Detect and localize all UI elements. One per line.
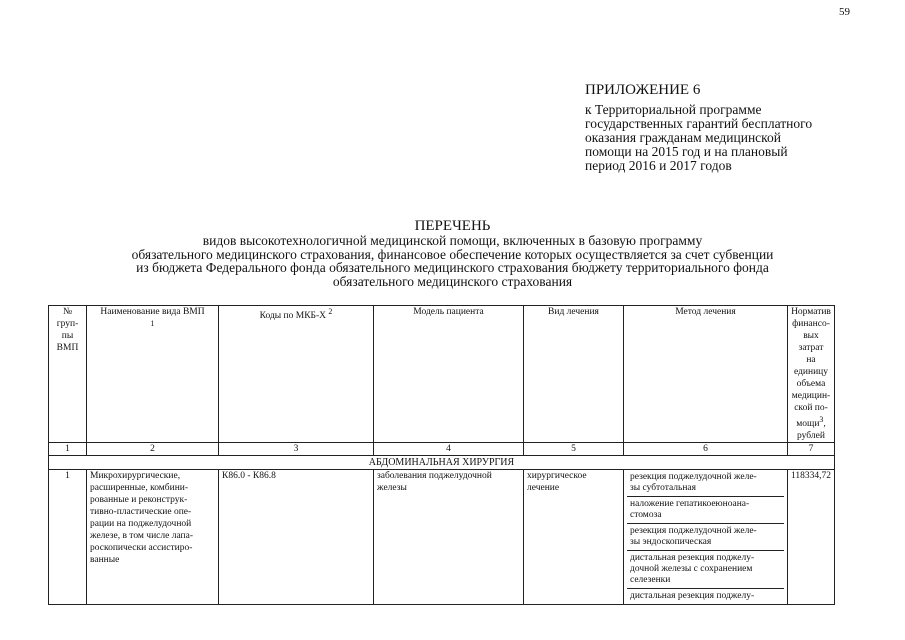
cell-line: хирургическое — [527, 471, 587, 482]
header-treatment-type: Вид лечения — [524, 306, 624, 443]
cell-line: ванные — [90, 555, 120, 566]
header-icd-codes — [219, 306, 374, 443]
section-title: АБДОМИНАЛЬНАЯ ХИРУРГИЯ — [49, 456, 835, 470]
treatment-type-cell — [524, 470, 624, 605]
header-normative-line: Норматив — [791, 307, 831, 317]
cell-line: лечение — [527, 483, 560, 494]
cell-line: железы — [377, 483, 407, 494]
treatment-method-cell — [624, 470, 788, 605]
column-number: 1 — [49, 443, 87, 456]
cell-line: заболевания поджелудочной — [377, 471, 492, 482]
appendix-line: период 2016 и 2017 годов — [585, 158, 732, 173]
document-subtitle-line: обязательного медицинского страхования — [332, 273, 573, 289]
appendix-title: ПРИЛОЖЕНИЕ 6 — [585, 82, 701, 98]
column-number: 3 — [219, 443, 374, 456]
footnote-marker: 3 — [819, 415, 824, 424]
column-number-row — [49, 443, 835, 456]
column-number: 5 — [524, 443, 624, 456]
column-number: 7 — [788, 443, 835, 456]
cell-line: расширенные, комбини- — [90, 483, 189, 494]
method-item: резекция поджелудочной желе- зы субтотальная — [627, 470, 784, 497]
cell-line: роскопически ассистиро- — [90, 543, 193, 554]
cell-line: рации на поджелудочной — [90, 519, 192, 530]
column-number: 6 — [624, 443, 788, 456]
header-normative-line: вых — [803, 331, 819, 341]
header-normative-line: объема — [796, 379, 826, 389]
header-normative-line: рублей — [797, 431, 825, 442]
header-treatment-method: Метод лечения — [624, 306, 788, 443]
normative-cell: 118334,72 — [788, 470, 835, 605]
document-subtitle-line: из бюджета Федерального фонда обязательного медицинского страхования бюджету территориального фонда — [136, 260, 769, 275]
column-number: 4 — [374, 443, 524, 456]
footnote-marker: 1 — [150, 319, 155, 328]
header-normative-line: ской по- — [794, 403, 828, 413]
header-normative — [788, 306, 835, 443]
header-vmp-name — [87, 306, 219, 443]
method-item: наложение гепатикоеюноана- стомоза — [627, 497, 784, 524]
document-title — [0, 218, 905, 288]
header-normative-line: на единицу — [793, 355, 828, 377]
method-item: дистальная резекция поджелу- — [630, 591, 755, 602]
section-row — [49, 456, 835, 470]
document-subtitle-line: видов высокотехнологичной медицинской помощи, включенных в базовую программу — [202, 233, 703, 248]
group-number-cell: 1 — [49, 470, 87, 605]
header-normative-line: мощи$^3$, — [796, 415, 826, 430]
header-normative-line: затрат — [798, 343, 824, 353]
appendix-line: государственных гарантий бесплатного — [585, 116, 813, 131]
appendix-line: оказания гражданам медицинской — [585, 130, 782, 145]
vmp-name-cell — [87, 470, 219, 605]
footnote-marker: 2 — [328, 307, 333, 316]
patient-model-cell — [374, 470, 524, 605]
vmp-table — [48, 305, 835, 605]
document-heading: ПЕРЕЧЕНЬ — [414, 218, 491, 234]
table-header-row — [49, 306, 835, 443]
document-subtitle-line: обязательного медицинского страхования, финансовое обеспечение которых осуществляется за счет субвенции — [131, 246, 774, 262]
page-number: 59 — [839, 6, 850, 18]
header-vmp-name-text: Наименование вида ВМП — [100, 307, 205, 317]
method-item: резекция поджелудочной желе- зы эндоскопическая — [627, 524, 784, 551]
icd-codes-cell: К86.0 - К86.8 — [219, 470, 374, 605]
header-normative-line: медицин- — [791, 391, 831, 401]
table-row — [49, 470, 835, 605]
cell-line: рованные и реконструк- — [90, 495, 188, 506]
header-group-number: № груп- пы ВМП — [49, 306, 87, 443]
appendix-block — [585, 82, 885, 173]
column-number: 2 — [87, 443, 219, 456]
header-patient-model: Модель пациента — [374, 306, 524, 443]
header-icd-codes-text: Коды по МКБ-Х — [259, 311, 327, 322]
appendix-line: к Территориальной программе — [585, 102, 762, 117]
method-item: дистальная резекция поджелу- дочной железы с сохранением селезенки — [627, 551, 784, 589]
appendix-line: помощи на 2015 год и на плановый — [585, 144, 788, 159]
cell-line: тивно-пластические опе- — [90, 507, 192, 518]
cell-line: Микрохирургические, — [90, 471, 181, 482]
header-normative-line: финансо- — [792, 319, 830, 329]
cell-line: железе, в том числе лапа- — [90, 531, 193, 542]
